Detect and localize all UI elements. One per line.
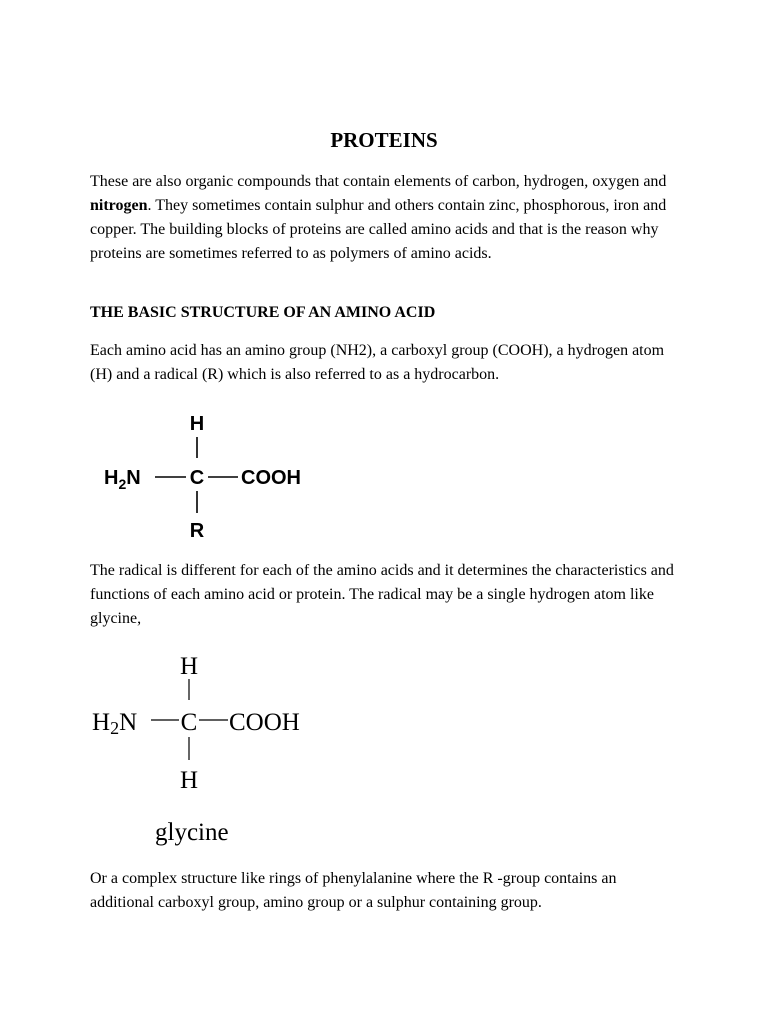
struct2-amino-group — [92, 709, 137, 738]
struct1-carboxyl-group: COOH — [241, 467, 301, 489]
paragraph-structure: Each amino acid has an amino group (NH2), a carboxyl group (COOH), a hydrogen atom (H) and a radical (R) which is also referred to as a hydrocarbon. — [90, 342, 665, 383]
struct1-radical: R — [189, 520, 205, 542]
paragraph-intro-text-2: . They sometimes contain sulphur and others contain zinc, phosphorous, iron and copper. The building blocks of proteins are called amino acids and that is the reason why proteins are sometimes referred to as polymers of amino acids. — [90, 197, 667, 262]
glycine-caption: glycine — [155, 819, 229, 846]
struct2-bottom-atom: H — [179, 767, 199, 794]
struct1-amino-subscript: 2 — [118, 476, 127, 492]
struct1-central-carbon: C — [189, 467, 205, 489]
paragraph-intro — [90, 170, 680, 266]
struct1-top-atom: H — [189, 413, 205, 435]
paragraph-intro-text-1: These are also organic compounds that contain elements of carbon, hydrogen, oxygen and — [90, 173, 667, 190]
section-heading: THE BASIC STRUCTURE OF AN AMINO ACID — [90, 304, 436, 321]
struct2-amino-subscript: 2 — [110, 718, 120, 738]
struct2-top-atom: H — [179, 653, 199, 680]
struct2-central-carbon: C — [180, 709, 198, 736]
struct1-amino-group — [104, 467, 141, 492]
struct2-amino-n: N — [119, 709, 138, 736]
struct1-amino-n: N — [126, 467, 141, 489]
struct2-amino-h: H — [92, 709, 111, 736]
page-title: PROTEINS — [330, 128, 438, 152]
glycine-structure-diagram — [88, 650, 328, 855]
struct2-carboxyl-group: COOH — [229, 709, 300, 736]
paragraph-phenylalanine: Or a complex structure like rings of phenylalanine where the R -group contains an additional carboxyl group, amino group or a sulphur containing group. — [90, 870, 617, 911]
bold-term-nitrogen: nitrogen — [90, 197, 148, 214]
struct1-amino-h: H — [104, 467, 119, 489]
amino-acid-structure-diagram — [100, 405, 330, 545]
paragraph-radical: The radical is different for each of the amino acids and it determines the characteristics and functions of each amino acid or protein. The radical may be a single hydrogen atom like glycine, — [90, 562, 674, 627]
